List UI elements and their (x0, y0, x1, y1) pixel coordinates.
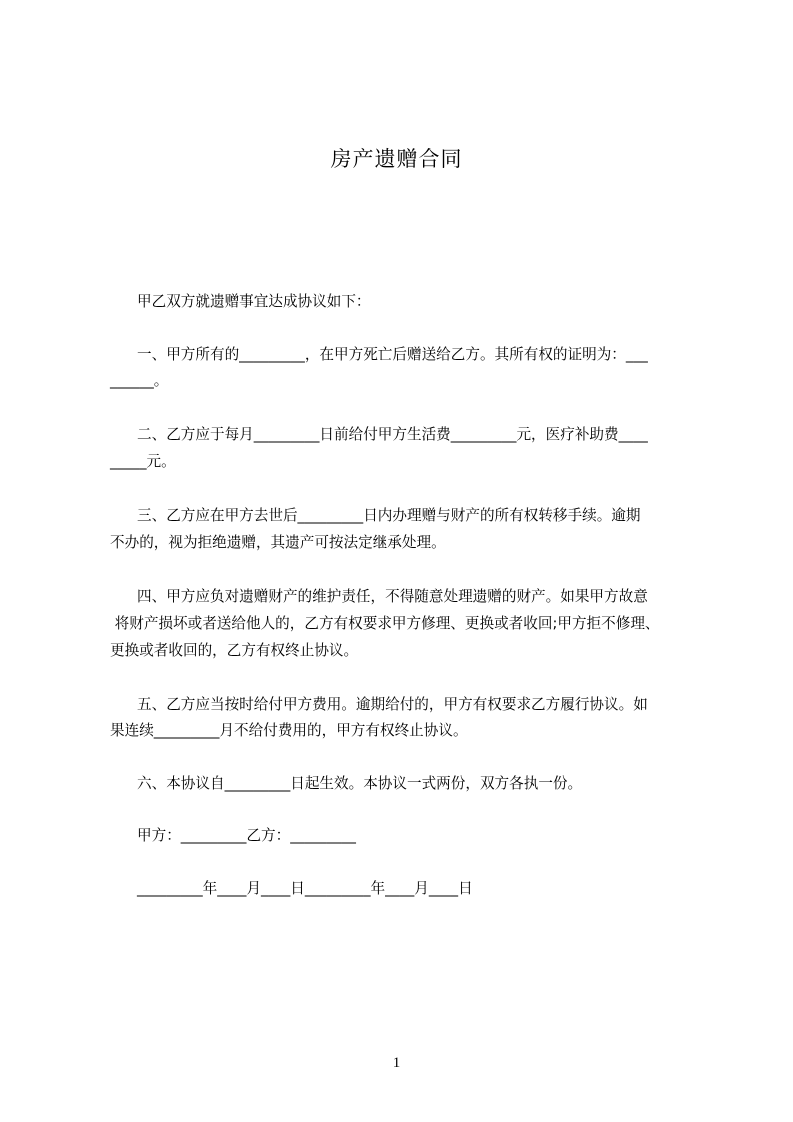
clause-3-line-2: 不办的，视为拒绝遗赠，其遗产可按法定继承处理。 (110, 534, 446, 551)
clause-6-line-1: 六、本协议自_________日起生效。本协议一式两份，双方各执一份。 (137, 775, 583, 792)
date-line: _________年____月____日_________年____月____日 (137, 880, 473, 897)
document-title: 房产遗赠合同 (330, 147, 463, 171)
clause-5-line-2: 果连续_________月不给付费用的，甲方有权终止协议。 (110, 722, 468, 739)
clause-4-line-1: 四、甲方应负对遗赠财产的维护责任，不得随意处理遗赠的财产。如果甲方故意 (137, 588, 648, 605)
clause-1-line-2: ______。 (110, 372, 169, 389)
page-number: 1 (392, 1055, 401, 1071)
intro-text: 甲乙双方就遗赠事宜达成协议如下： (137, 293, 371, 310)
clause-4-line-2: 将财产损坏或者送给他人的，乙方有权要求甲方修理、更换或者收回;甲方拒不修理、 (110, 615, 660, 632)
clause-4-line-3: 更换或者收回的，乙方有权终止协议。 (110, 642, 359, 659)
clause-2-line-1: 二、乙方应于每月_________日前给付甲方生活费_________元，医疗补助费____ (137, 426, 648, 443)
clause-3-line-1: 三、乙方应在甲方去世后_________日内办理赠与财产的所有权转移手续。逾期 (137, 507, 641, 524)
clause-5-line-1: 五、乙方应当按时给付甲方费用。逾期给付的，甲方有权要求乙方履行协议。如 (137, 696, 648, 713)
clause-2-line-2: _____元。 (110, 453, 176, 470)
signature-line: 甲方：_________乙方：_________ (137, 827, 356, 844)
clause-1-line-1: 一、甲方所有的_________，在甲方死亡后赠送给乙方。其所有权的证明为：___ (137, 346, 648, 363)
